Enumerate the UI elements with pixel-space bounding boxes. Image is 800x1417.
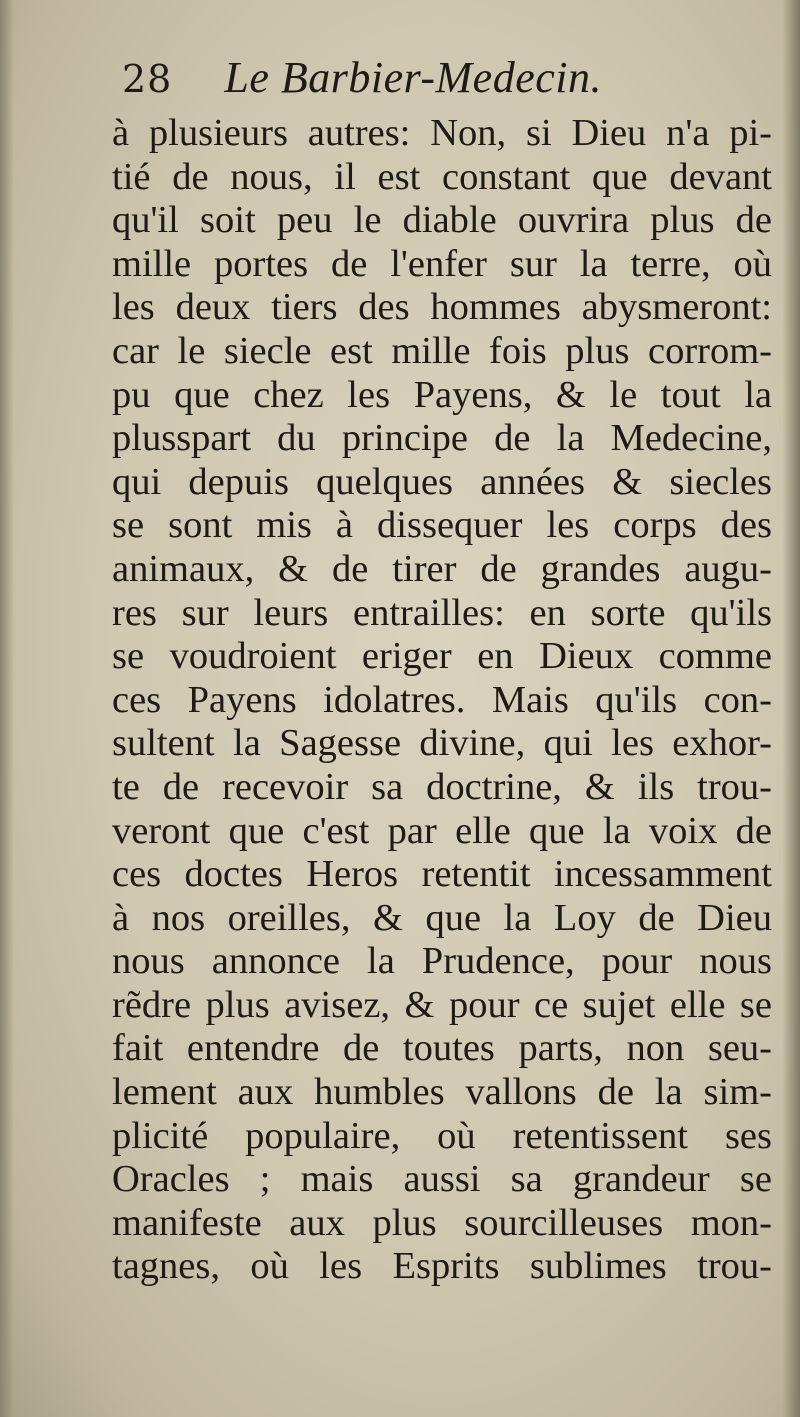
gutter-shadow <box>0 0 14 1417</box>
text-line: pu que chez les Payens, & le tout la <box>112 373 772 416</box>
page-number: 28 <box>122 57 173 101</box>
text-line: animaux, & de tirer de grandes augu- <box>112 547 772 590</box>
text-line: te de recevoir sa doctrine, & ils trou- <box>112 765 772 808</box>
text-line: res sur leurs entrailles: en sorte qu'ils <box>112 591 772 634</box>
text-line: sultent la Sagesse divine, qui les exhor- <box>112 722 772 765</box>
text-line: manifeste aux plus sourcilleuses mon- <box>112 1201 772 1244</box>
body-text <box>112 112 772 1289</box>
text-line: fait entendre de toutes parts, non seu- <box>112 1027 772 1070</box>
text-line: qui depuis quelques années & siecles <box>112 460 772 503</box>
running-title: Le Barbier-Medecin. <box>224 53 602 102</box>
text-line: à plusieurs autres: Non, si Dieu n'a pi- <box>112 112 772 154</box>
text-line: à nos oreilles, & que la Loy de Dieu <box>112 896 772 939</box>
text-line: car le siecle est mille fois plus corrom- <box>112 329 772 372</box>
text-line: ces Payens idolatres. Mais qu'ils con- <box>112 678 772 721</box>
text-line: tié de nous, il est constant que devant <box>112 155 772 198</box>
text-line: plusspart du principe de la Medecine, <box>112 417 772 460</box>
text-line: se voudroient eriger en Dieux comme <box>112 635 772 678</box>
text-line: veront que c'est par elle que la voix de <box>112 809 772 852</box>
text-line: nous annonce la Prudence, pour nous <box>112 940 772 983</box>
text-line: plicité populaire, où retentissent ses <box>112 1114 772 1157</box>
text-line: ces doctes Heros retentit incessamment <box>112 853 772 896</box>
text-line: se sont mis à dissequer les corps des <box>112 504 772 547</box>
page-header <box>122 52 772 108</box>
text-line: rẽdre plus avisez, & pour ce sujet elle se <box>112 983 772 1026</box>
edge-shadow <box>782 0 800 1417</box>
text-line: les deux tiers des hommes abysmeront: <box>112 286 772 329</box>
text-line: tagnes, où les Esprits sublimes trou- <box>112 1245 772 1288</box>
text-line: qu'il soit peu le diable ouvrira plus de <box>112 199 772 242</box>
text-line: Oracles ; mais aussi sa grandeur se <box>112 1158 772 1201</box>
text-line: lement aux humbles vallons de la sim- <box>112 1071 772 1114</box>
text-line: mille portes de l'enfer sur la terre, où <box>112 242 772 285</box>
